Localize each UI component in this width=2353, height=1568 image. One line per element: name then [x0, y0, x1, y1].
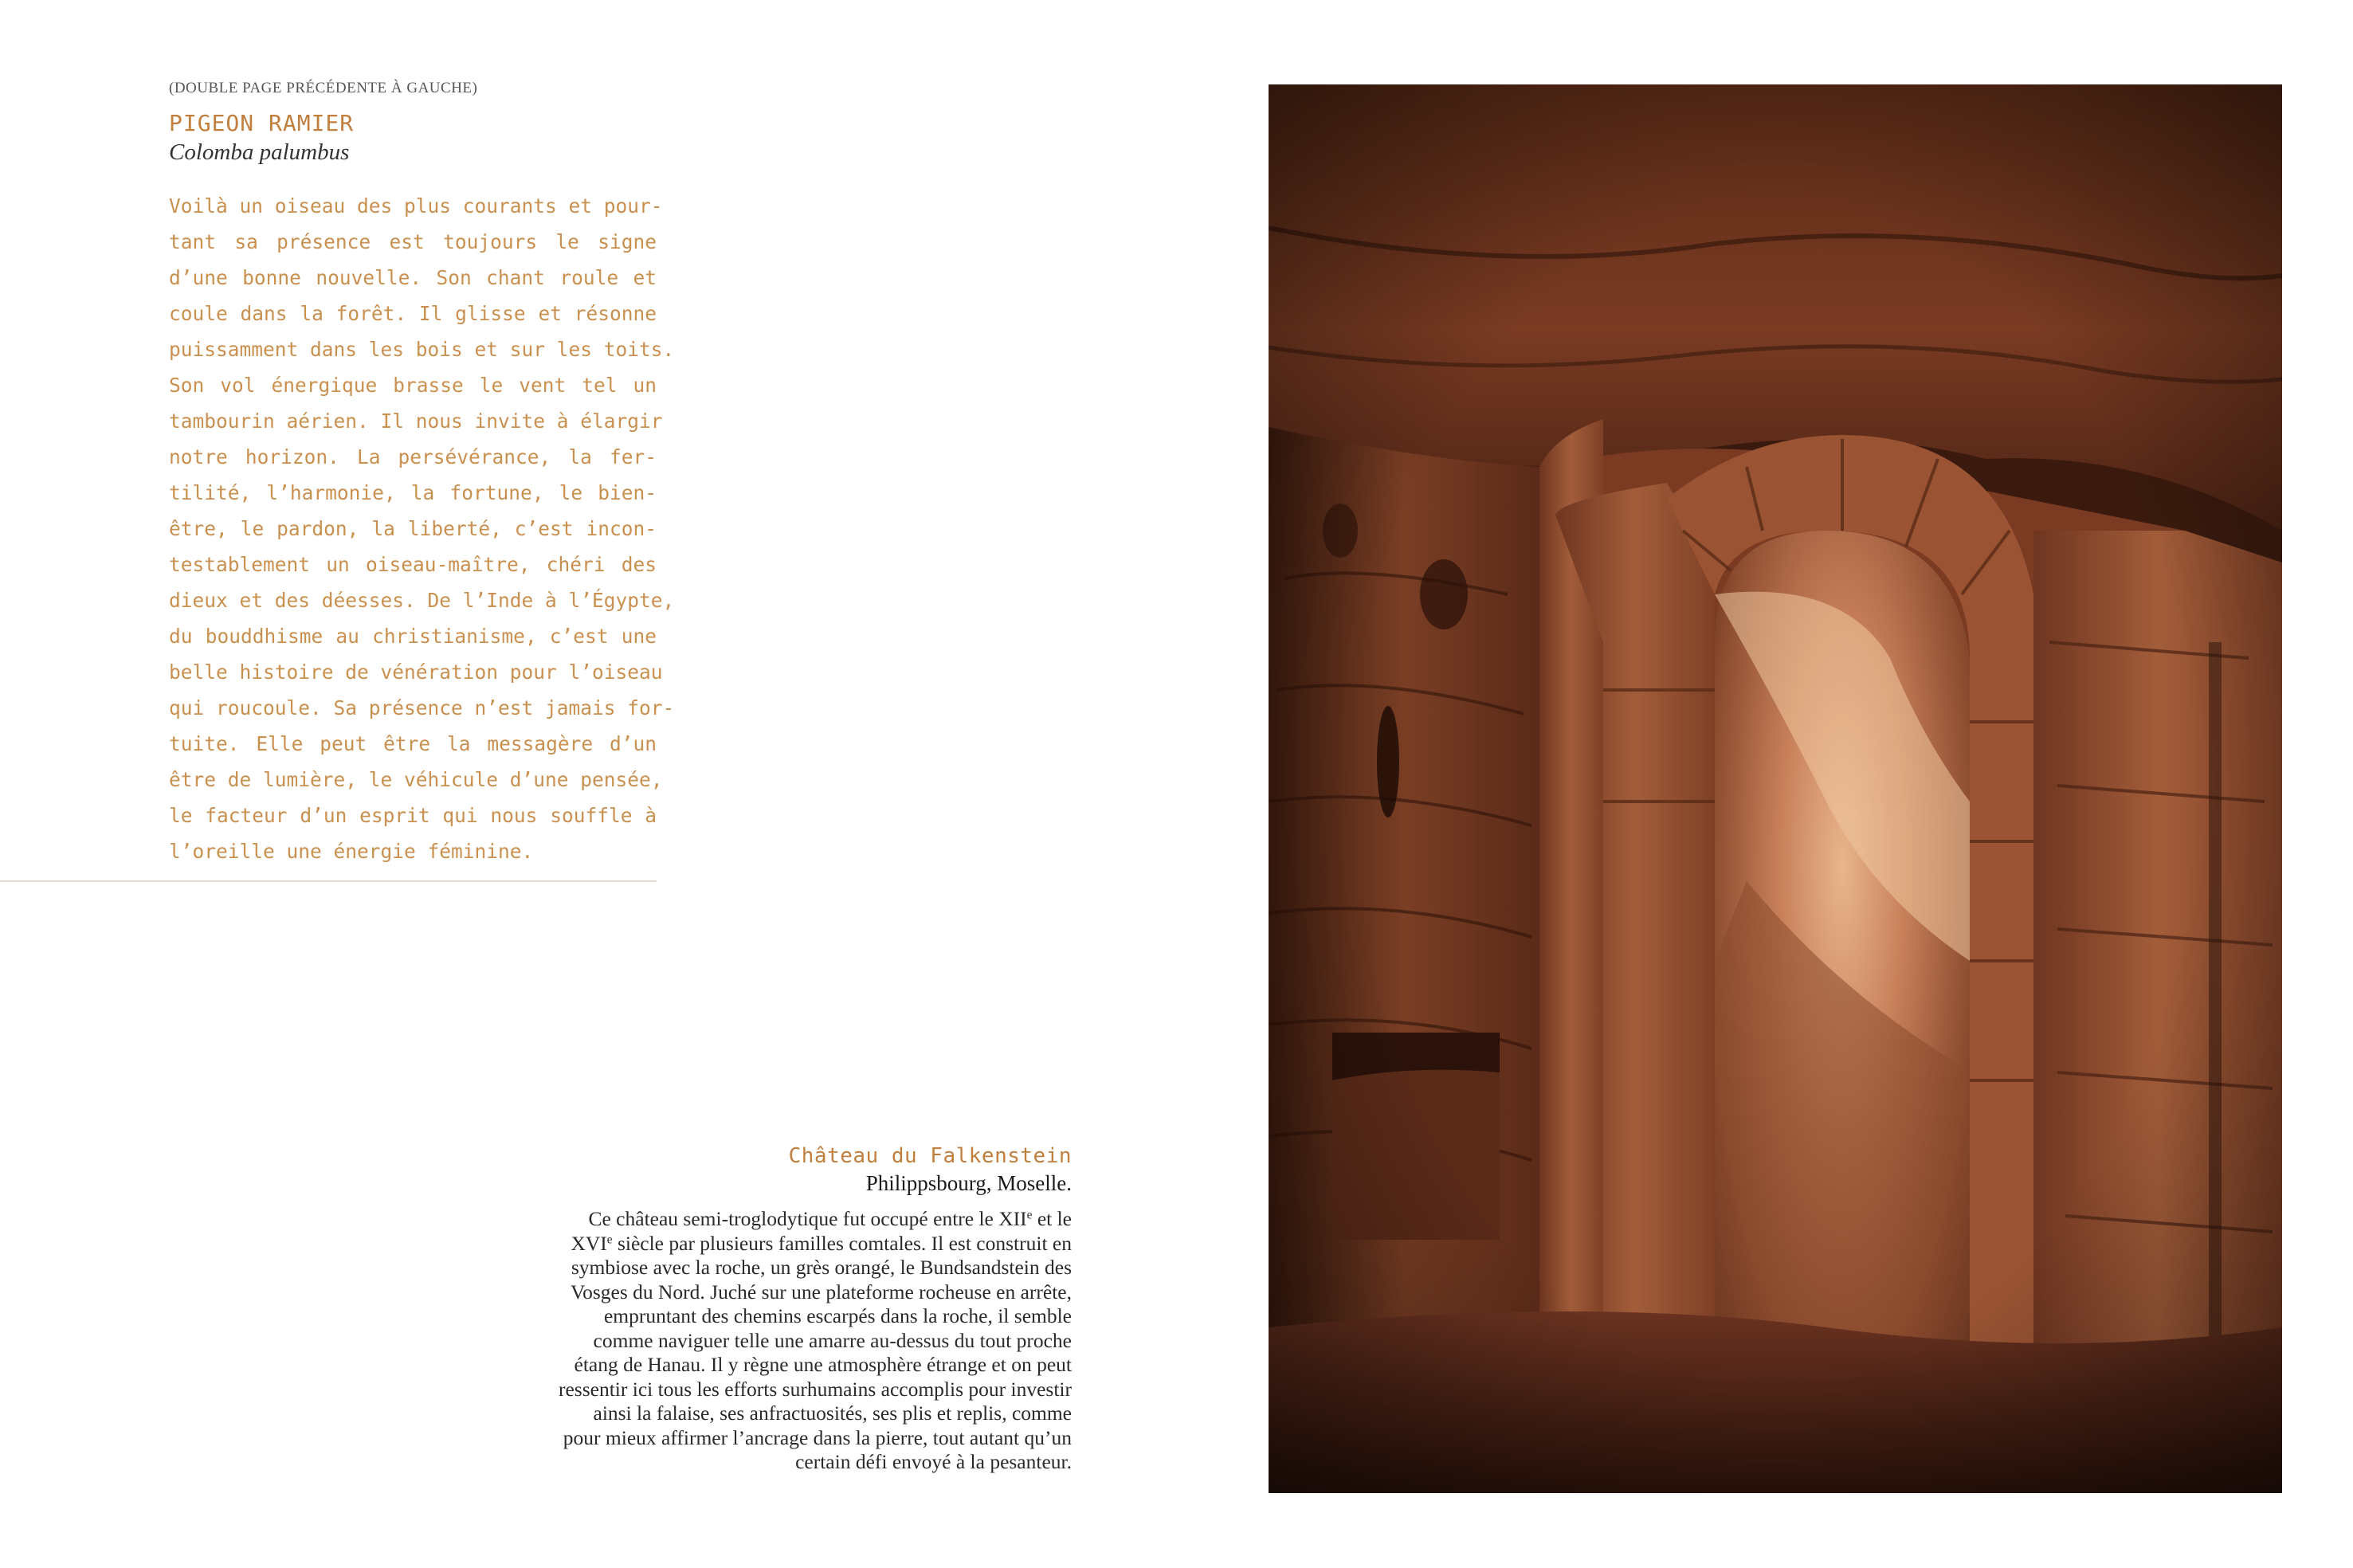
caption-line: Ce château semi-troglodytique fut occupé entre le XIIe et le	[588, 1207, 1072, 1230]
description-line: être de lumière, le véhicule d’une pensée,	[169, 768, 663, 791]
description-line: être, le pardon, la liberté, c’est incon-	[169, 517, 657, 540]
caption-line: ainsi la falaise, ses anfractuosités, ses plis et replis, comme	[593, 1401, 1072, 1425]
section-divider	[0, 880, 657, 882]
bird-description	[169, 188, 675, 869]
caption-line: symbiose avec la roche, un grès orangé, le Bundsandstein des	[571, 1256, 1072, 1279]
bird-name-heading: PIGEON RAMIER	[169, 110, 355, 136]
caption-line: pour mieux affirmer l’ancrage dans la pierre, tout autant qu’un	[563, 1425, 1072, 1449]
description-line: Son vol énergique brasse le vent tel un	[169, 374, 657, 397]
caption-line: étang de Hanau. Il y règne une atmosphère étrange et on peut	[574, 1353, 1072, 1376]
caption-line: XVIe siècle par plusieurs familles comtales. Il est construit en	[571, 1231, 1072, 1255]
cave-arch-photo	[1269, 84, 2282, 1493]
caption-line: Vosges du Nord. Juché sur une plateforme rocheuse en arrête,	[570, 1280, 1072, 1303]
description-line: belle histoire de vénération pour l’oiseau	[169, 661, 663, 684]
cave-arch-illustration	[1269, 84, 2282, 1493]
caption-body	[498, 1207, 1072, 1475]
description-line: coule dans la forêt. Il glisse et résonne	[169, 302, 657, 325]
caption-line: certain défi envoyé à la pesanteur.	[795, 1450, 1072, 1473]
description-line: tilité, l’harmonie, la fortune, le bien-	[169, 481, 657, 504]
bird-latin-name: Colomba palumbus	[169, 139, 350, 165]
description-line: notre horizon. La persévérance, la fer-	[169, 445, 657, 468]
caption-line: comme naviguer telle une amarre au-dessus du tout proche	[593, 1328, 1072, 1352]
caption-place: Philippsbourg, Moselle.	[865, 1171, 1072, 1195]
description-line: testablement un oiseau-maître, chéri des	[169, 553, 657, 576]
description-line: d’une bonne nouvelle. Son chant roule et	[169, 266, 657, 289]
description-line: le facteur d’un esprit qui nous souffle à	[169, 804, 657, 827]
description-line: Voilà un oiseau des plus courants et pour-	[169, 194, 663, 218]
description-line: puissamment dans les bois et sur les toits.	[169, 338, 675, 361]
description-line: dieux et des déesses. De l’Inde à l’Égypte,	[169, 589, 675, 612]
description-line: l’oreille une énergie féminine.	[169, 840, 534, 863]
description-line: tambourin aérien. Il nous invite à élargir	[169, 410, 663, 433]
description-line: tuite. Elle peut être la messagère d’un	[169, 732, 657, 755]
description-line: du bouddhisme au christianisme, c’est une	[169, 625, 657, 648]
description-line: qui roucoule. Sa présence n’est jamais for-	[169, 696, 675, 719]
caption-title: Château du Falkenstein	[788, 1144, 1072, 1168]
previous-spread-kicker: (DOUBLE PAGE PRÉCÉDENTE À GAUCHE)	[169, 80, 478, 96]
caption-line: ressentir ici tous les efforts surhumains accomplis pour investir	[559, 1377, 1072, 1401]
description-line: tant sa présence est toujours le signe	[169, 230, 657, 253]
caption-line: empruntant des chemins escarpés dans la roche, il semble	[603, 1304, 1072, 1327]
